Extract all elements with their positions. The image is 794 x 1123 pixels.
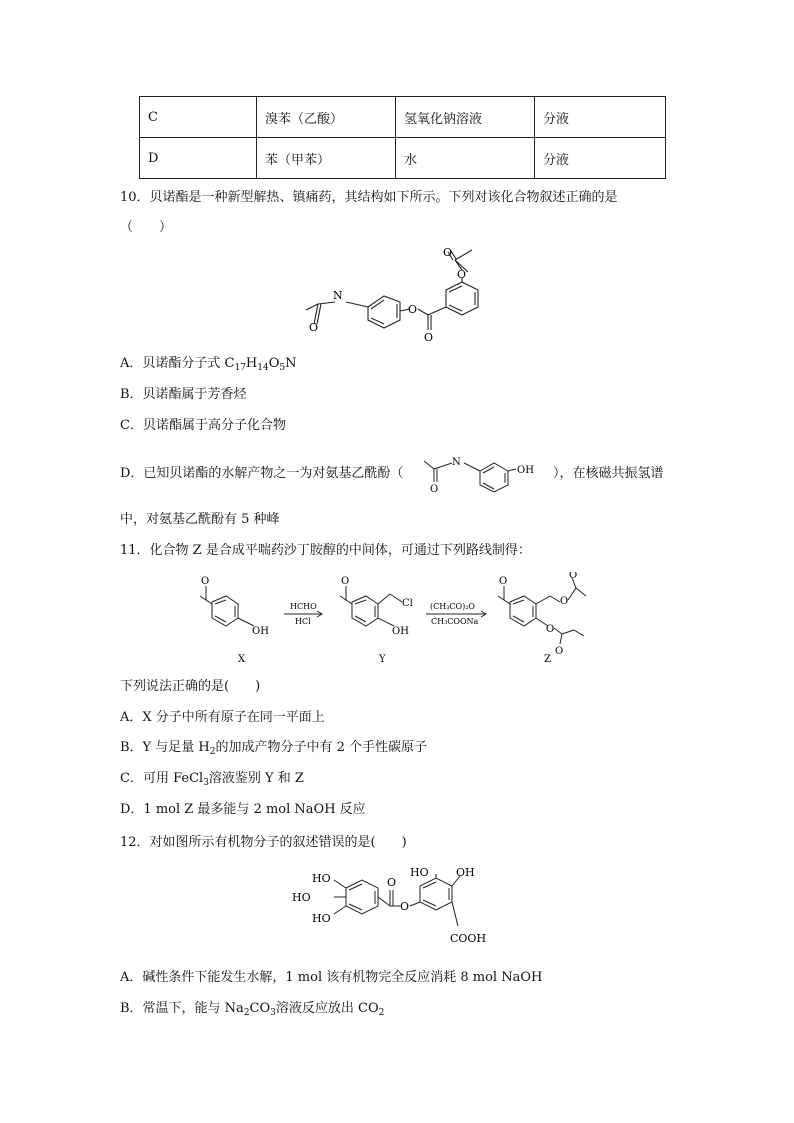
table-cell: C xyxy=(140,97,257,138)
benorilate-structure xyxy=(300,246,500,346)
q10-option-a[interactable] xyxy=(120,355,297,377)
option-text: C．可用 FeCl xyxy=(120,771,204,786)
q12-option-a[interactable]: A．碱性条件下能发生水解，1 mol 该有机物完全反应消耗 8 mol NaOH xyxy=(120,970,543,985)
compound-label-z: Z xyxy=(544,654,551,665)
table-row xyxy=(140,97,666,138)
table-cell: 氢氧化钠溶液 xyxy=(396,97,535,138)
q11-option-b[interactable] xyxy=(120,739,427,761)
atom-oh-label: OH xyxy=(517,465,534,476)
atom-o-label: O xyxy=(430,484,439,495)
subscript: 5 xyxy=(279,363,286,373)
subscript: 2 xyxy=(378,1008,385,1018)
atom-ho-label: HO xyxy=(312,912,331,925)
subscript: 2 xyxy=(243,1008,250,1018)
atom-o-label: O xyxy=(424,331,434,344)
atom-o-label: O xyxy=(560,596,569,607)
synthesis-route xyxy=(190,572,610,672)
compound-label-x: X xyxy=(238,654,246,665)
option-text: 溶液鉴别 Y 和 Z xyxy=(208,771,304,786)
atom-o-label: O xyxy=(443,246,453,259)
option-text: O xyxy=(268,356,280,371)
atom-oh-label: OH xyxy=(456,866,475,879)
subscript: 17 xyxy=(234,363,246,373)
table-cell: 苯（甲苯） xyxy=(257,138,396,179)
atom-oh-label: OH xyxy=(252,626,269,637)
option-text: B．Y 与足量 H xyxy=(120,740,210,755)
q10-option-b[interactable]: B．贝诺酯属于芳香烃 xyxy=(120,387,247,402)
subscript: 14 xyxy=(257,363,269,373)
subscript: 3 xyxy=(270,1008,276,1018)
subscript: 3 xyxy=(203,778,209,788)
q10-option-d-tail: ），在核磁共振氢谱 xyxy=(553,466,664,481)
atom-o-label: O xyxy=(569,572,578,581)
option-text: 的加成产物分子中有 2 个手性碳原子 xyxy=(215,740,428,755)
compound-label-y: Y xyxy=(379,654,386,665)
atom-o-label: O xyxy=(499,576,508,587)
atom-o-label: O xyxy=(341,576,350,587)
table-cell: 溴苯（乙酸） xyxy=(257,97,396,138)
reagent-label: HCHO xyxy=(290,602,317,611)
atom-o-label: O xyxy=(555,646,564,657)
q10-option-d[interactable] xyxy=(120,465,403,483)
reagent-label: (CH₃CO)₂O xyxy=(430,602,475,611)
reagent-label: CH₃COONa xyxy=(431,617,479,626)
q11-prompt: 下列说法正确的是( ) xyxy=(120,679,261,694)
subscript: 2 xyxy=(209,747,216,757)
q11-option-a[interactable]: A．X 分子中所有原子在同一平面上 xyxy=(120,710,325,725)
atom-o-label: O xyxy=(408,303,418,316)
atom-o-label: O xyxy=(387,876,397,889)
atom-ho-label: HO xyxy=(312,872,331,885)
atom-ho-label: HO xyxy=(410,866,429,879)
table-row xyxy=(140,138,666,179)
atom-oh-label: OH xyxy=(392,626,409,637)
option-text: A．贝诺酯分子式 C xyxy=(120,356,235,371)
atom-o-label: O xyxy=(546,624,555,635)
atom-o-label: O xyxy=(400,900,410,913)
q10-paren: （ ） xyxy=(120,220,173,235)
option-text: H xyxy=(245,356,258,371)
atom-cooh-label: COOH xyxy=(450,932,487,945)
table-cell: D xyxy=(140,138,257,179)
atom-o-label: O xyxy=(309,321,319,334)
q10-stem: 10．贝诺酯是一种新型解热、镇痛药，其结构如下所示。下列对该化合物叙述正确的是 xyxy=(120,190,618,205)
atom-cl-label: Cl xyxy=(402,598,413,609)
q12-option-b[interactable] xyxy=(120,1000,384,1022)
q11-option-d[interactable]: D．1 mol Z 最多能与 2 mol NaOH 反应 xyxy=(120,802,366,817)
option-text: CO xyxy=(249,1001,271,1016)
q11-stem: 11．化合物 Z 是合成平喘药沙丁胺醇的中间体，可通过下列路线制得： xyxy=(120,543,531,558)
q10-option-c[interactable]: C．贝诺酯属于高分子化合物 xyxy=(120,418,286,433)
table-cell: 水 xyxy=(396,138,535,179)
table-cell: 分液 xyxy=(535,97,666,138)
table-cell: 分液 xyxy=(535,138,666,179)
q11-option-c[interactable] xyxy=(120,770,304,792)
q12-stem: 12．对如图所示有机物分子的叙述错误的是( ) xyxy=(120,835,407,850)
atom-n-label: N xyxy=(452,457,461,468)
atom-n-label: N xyxy=(333,289,343,302)
option-text: D．已知贝诺酯的水解产物之一为对氨基乙酰酚（ xyxy=(120,466,404,481)
paracetamol-structure xyxy=(420,449,560,495)
q10-option-d-cont: 中，对氨基乙酰酚有 5 种峰 xyxy=(120,512,280,527)
reagent-label: HCl xyxy=(295,617,311,626)
option-text: B．常温下，能与 Na xyxy=(120,1001,244,1016)
option-text: 溶液反应放出 CO xyxy=(275,1001,379,1016)
atom-ho-label: HO xyxy=(292,891,311,904)
atom-o-label: O xyxy=(457,268,467,281)
option-text: N xyxy=(285,356,297,371)
atom-o-label: O xyxy=(201,576,210,587)
separation-table xyxy=(139,96,666,179)
gallate-ester-structure xyxy=(290,866,510,952)
